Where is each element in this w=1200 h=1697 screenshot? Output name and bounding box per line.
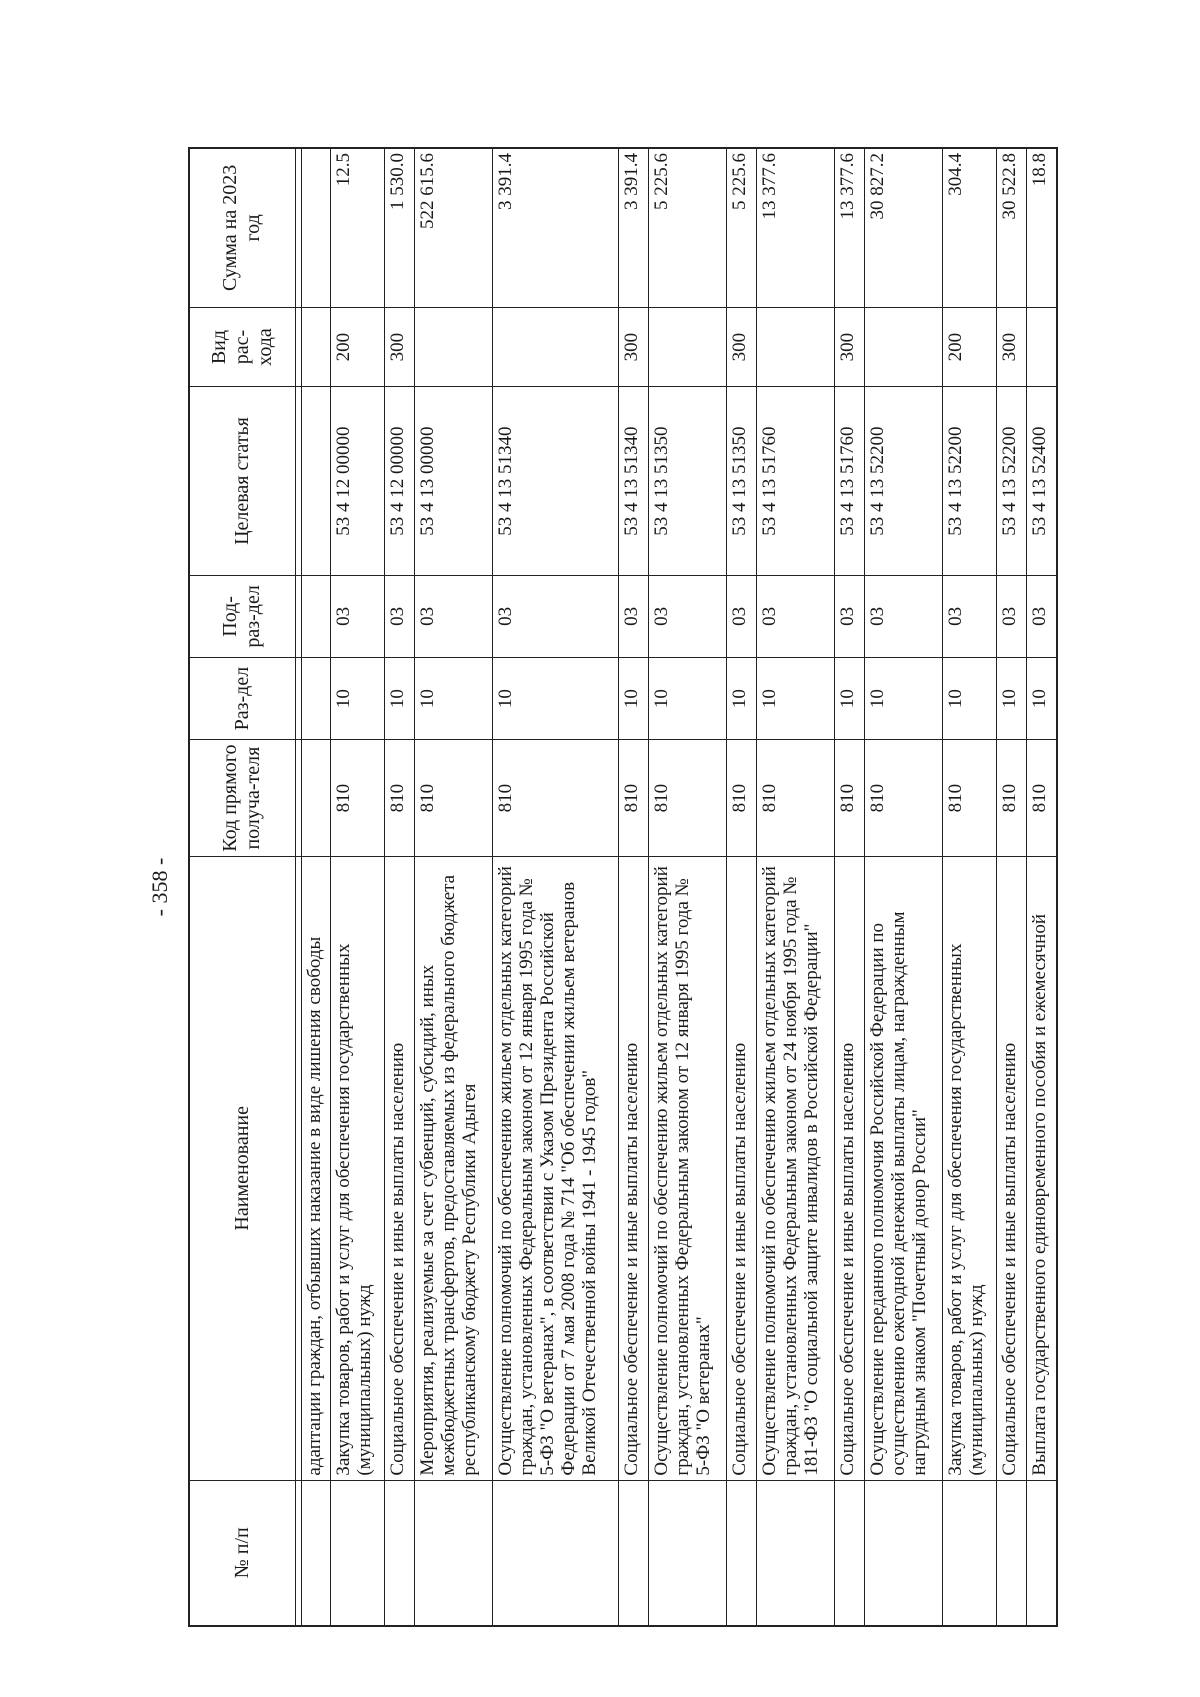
cell-code: 810: [649, 740, 727, 857]
cell-podrazdel: 03: [757, 575, 835, 657]
cell-podrazdel: 03: [493, 575, 619, 657]
table-row: [727, 148, 757, 1626]
cell-podrazdel: 03: [835, 575, 865, 657]
cell-podrazdel: 03: [1027, 575, 1058, 657]
cell-razdel: 10: [757, 658, 835, 740]
cell-target: 53 4 13 51760: [835, 387, 865, 575]
cell-target: 53 4 13 52200: [997, 387, 1027, 575]
cell-podrazdel: [301, 575, 331, 657]
cell-code: 810: [493, 740, 619, 857]
cell-sum: 3 391.4: [493, 148, 619, 307]
cell-sum: 5 225.6: [727, 148, 757, 307]
cell-code: 810: [1027, 740, 1058, 857]
cell-vid: [1027, 307, 1058, 387]
cell-vid: 200: [943, 307, 997, 387]
cell-podrazdel: 03: [619, 575, 649, 657]
cell-code: 810: [835, 740, 865, 857]
cell-vid: 300: [997, 307, 1027, 387]
header-sum: Сумма на 2023 год: [189, 148, 295, 307]
cell-code: 810: [331, 740, 385, 857]
cell-vid: 200: [331, 307, 385, 387]
cell-name: Закупка товаров, работ и услуг для обеспечения государственных (муниципальных) нужд: [943, 857, 997, 1481]
cell-sum: 30 827.2: [865, 148, 943, 307]
cell-podrazdel: 03: [331, 575, 385, 657]
cell-razdel: 10: [1027, 658, 1058, 740]
cell-target: 53 4 13 00000: [415, 387, 493, 575]
cell-razdel: 10: [727, 658, 757, 740]
cell-sum: 13 377.6: [835, 148, 865, 307]
cell-sum: 3 391.4: [619, 148, 649, 307]
cell-vid: 300: [727, 307, 757, 387]
cell-name: Социальное обеспечение и иные выплаты населению: [385, 857, 415, 1481]
table-row: [943, 148, 997, 1626]
cell-name: Осуществление полномочий по обеспечению жильем отдельных категорий граждан, установленных Федеральным законом от 12 января 1995 года № 5-ФЗ "О ветеранах", в соответствии с Указом Президента Российской Федерации от 7 мая 2008 года № 714 "Об обеспечении жильем ветеранов Великой Отечественной войны 1941 - 1945 годов": [493, 857, 619, 1481]
cell-code: 810: [385, 740, 415, 857]
cell-code: 810: [727, 740, 757, 857]
cell-vid: 300: [619, 307, 649, 387]
cell-code: 810: [415, 740, 493, 857]
table-row: [385, 148, 415, 1626]
cell-target: [301, 387, 331, 575]
table-row: [835, 148, 865, 1626]
cell-name: Выплата государственного единовременного пособия и ежемесячной: [1027, 857, 1058, 1481]
cell-sum: 522 615.6: [415, 148, 493, 307]
header-num: № п/п: [189, 1480, 295, 1626]
cell-num: [757, 1480, 835, 1626]
cell-razdel: 10: [415, 658, 493, 740]
table-row: [331, 148, 385, 1626]
table-row: [997, 148, 1027, 1626]
cell-podrazdel: 03: [997, 575, 1027, 657]
cell-target: 53 4 13 51340: [619, 387, 649, 575]
cell-podrazdel: 03: [865, 575, 943, 657]
cell-podrazdel: 03: [649, 575, 727, 657]
cell-razdel: 10: [865, 658, 943, 740]
cell-num: [943, 1480, 997, 1626]
cell-num: [331, 1480, 385, 1626]
table-row: [301, 148, 331, 1626]
cell-name: Осуществление полномочий по обеспечению жильем отдельных категорий граждан, установленных Федеральным законом от 12 января 1995 года № 5-ФЗ "О ветеранах": [649, 857, 727, 1481]
cell-num: [493, 1480, 619, 1626]
cell-razdel: 10: [649, 658, 727, 740]
cell-target: 53 4 12 00000: [331, 387, 385, 575]
cell-code: 810: [865, 740, 943, 857]
cell-vid: 300: [385, 307, 415, 387]
budget-table: [188, 147, 1058, 1627]
table-row: [649, 148, 727, 1626]
header-podrazdel: Под-раз-дел: [189, 575, 295, 657]
cell-num: [415, 1480, 493, 1626]
cell-razdel: 10: [385, 658, 415, 740]
cell-target: 53 4 13 51760: [757, 387, 835, 575]
cell-podrazdel: 03: [415, 575, 493, 657]
table-header-row: [189, 148, 295, 1626]
table-row: [619, 148, 649, 1626]
cell-num: [649, 1480, 727, 1626]
cell-podrazdel: 03: [727, 575, 757, 657]
cell-num: [1027, 1480, 1058, 1626]
cell-sum: 13 377.6: [757, 148, 835, 307]
cell-sum: 12.5: [331, 148, 385, 307]
header-code: Код прямого получа-теля: [189, 740, 295, 857]
cell-num: [385, 1480, 415, 1626]
cell-sum: 304.4: [943, 148, 997, 307]
cell-razdel: 10: [493, 658, 619, 740]
header-name: Наименование: [189, 857, 295, 1481]
cell-target: 53 4 13 51350: [649, 387, 727, 575]
cell-target: 53 4 13 52200: [865, 387, 943, 575]
cell-razdel: 10: [943, 658, 997, 740]
cell-target: 53 4 12 00000: [385, 387, 415, 575]
cell-name: адаптации граждан, отбывших наказание в виде лишения свободы: [301, 857, 331, 1481]
cell-podrazdel: 03: [385, 575, 415, 657]
cell-code: 810: [757, 740, 835, 857]
cell-razdel: 10: [835, 658, 865, 740]
cell-name: Социальное обеспечение и иные выплаты населению: [727, 857, 757, 1481]
cell-vid: [415, 307, 493, 387]
table-row: [1027, 148, 1058, 1626]
cell-vid: 300: [835, 307, 865, 387]
cell-name: Закупка товаров, работ и услуг для обеспечения государственных (муниципальных) нужд: [331, 857, 385, 1481]
cell-vid: [493, 307, 619, 387]
cell-name: Социальное обеспечение и иные выплаты населению: [997, 857, 1027, 1481]
cell-sum: [301, 148, 331, 307]
cell-sum: 1 530.0: [385, 148, 415, 307]
cell-num: [619, 1480, 649, 1626]
cell-vid: [649, 307, 727, 387]
cell-name: Осуществление переданного полномочия Российской Федерации по осуществлению ежегодной денежной выплаты лицам, награжденным нагрудным знаком "Почетный донор России": [865, 857, 943, 1481]
header-vid: Вид рас-хода: [189, 307, 295, 387]
table-row: [865, 148, 943, 1626]
table-row: [493, 148, 619, 1626]
cell-razdel: [301, 658, 331, 740]
cell-vid: [301, 307, 331, 387]
cell-name: Социальное обеспечение и иные выплаты населению: [619, 857, 649, 1481]
cell-sum: 30 522.8: [997, 148, 1027, 307]
cell-name: Социальное обеспечение и иные выплаты населению: [835, 857, 865, 1481]
cell-num: [835, 1480, 865, 1626]
cell-target: 53 4 13 52400: [1027, 387, 1058, 575]
cell-vid: [757, 307, 835, 387]
rotated-page: [140, 147, 1060, 1627]
table-row: [757, 148, 835, 1626]
table-row: [415, 148, 493, 1626]
cell-code: 810: [943, 740, 997, 857]
cell-num: [865, 1480, 943, 1626]
cell-target: 53 4 13 51340: [493, 387, 619, 575]
cell-num: [301, 1480, 331, 1626]
cell-target: 53 4 13 51350: [727, 387, 757, 575]
cell-num: [727, 1480, 757, 1626]
cell-razdel: 10: [619, 658, 649, 740]
cell-code: 810: [997, 740, 1027, 857]
page-number: - 358 -: [147, 857, 172, 917]
cell-num: [997, 1480, 1027, 1626]
cell-name: Мероприятия, реализуемые за счет субвенций, субсидий, иных межбюджетных трансфертов, предоставляемых из федерального бюджета республиканскому бюджету Республики Адыгея: [415, 857, 493, 1481]
header-razdel: Раз-дел: [189, 658, 295, 740]
cell-sum: 18.8: [1027, 148, 1058, 307]
header-target: Целевая статья: [189, 387, 295, 575]
cell-razdel: 10: [331, 658, 385, 740]
cell-sum: 5 225.6: [649, 148, 727, 307]
cell-podrazdel: 03: [943, 575, 997, 657]
cell-code: [301, 740, 331, 857]
cell-name: Осуществление полномочий по обеспечению жильем отдельных категорий граждан, установленных Федеральным законом от 24 ноября 1995 года № 181-ФЗ "О социальной защите инвалидов в Российской Федерации": [757, 857, 835, 1481]
cell-razdel: 10: [997, 658, 1027, 740]
cell-vid: [865, 307, 943, 387]
cell-target: 53 4 13 52200: [943, 387, 997, 575]
cell-code: 810: [619, 740, 649, 857]
